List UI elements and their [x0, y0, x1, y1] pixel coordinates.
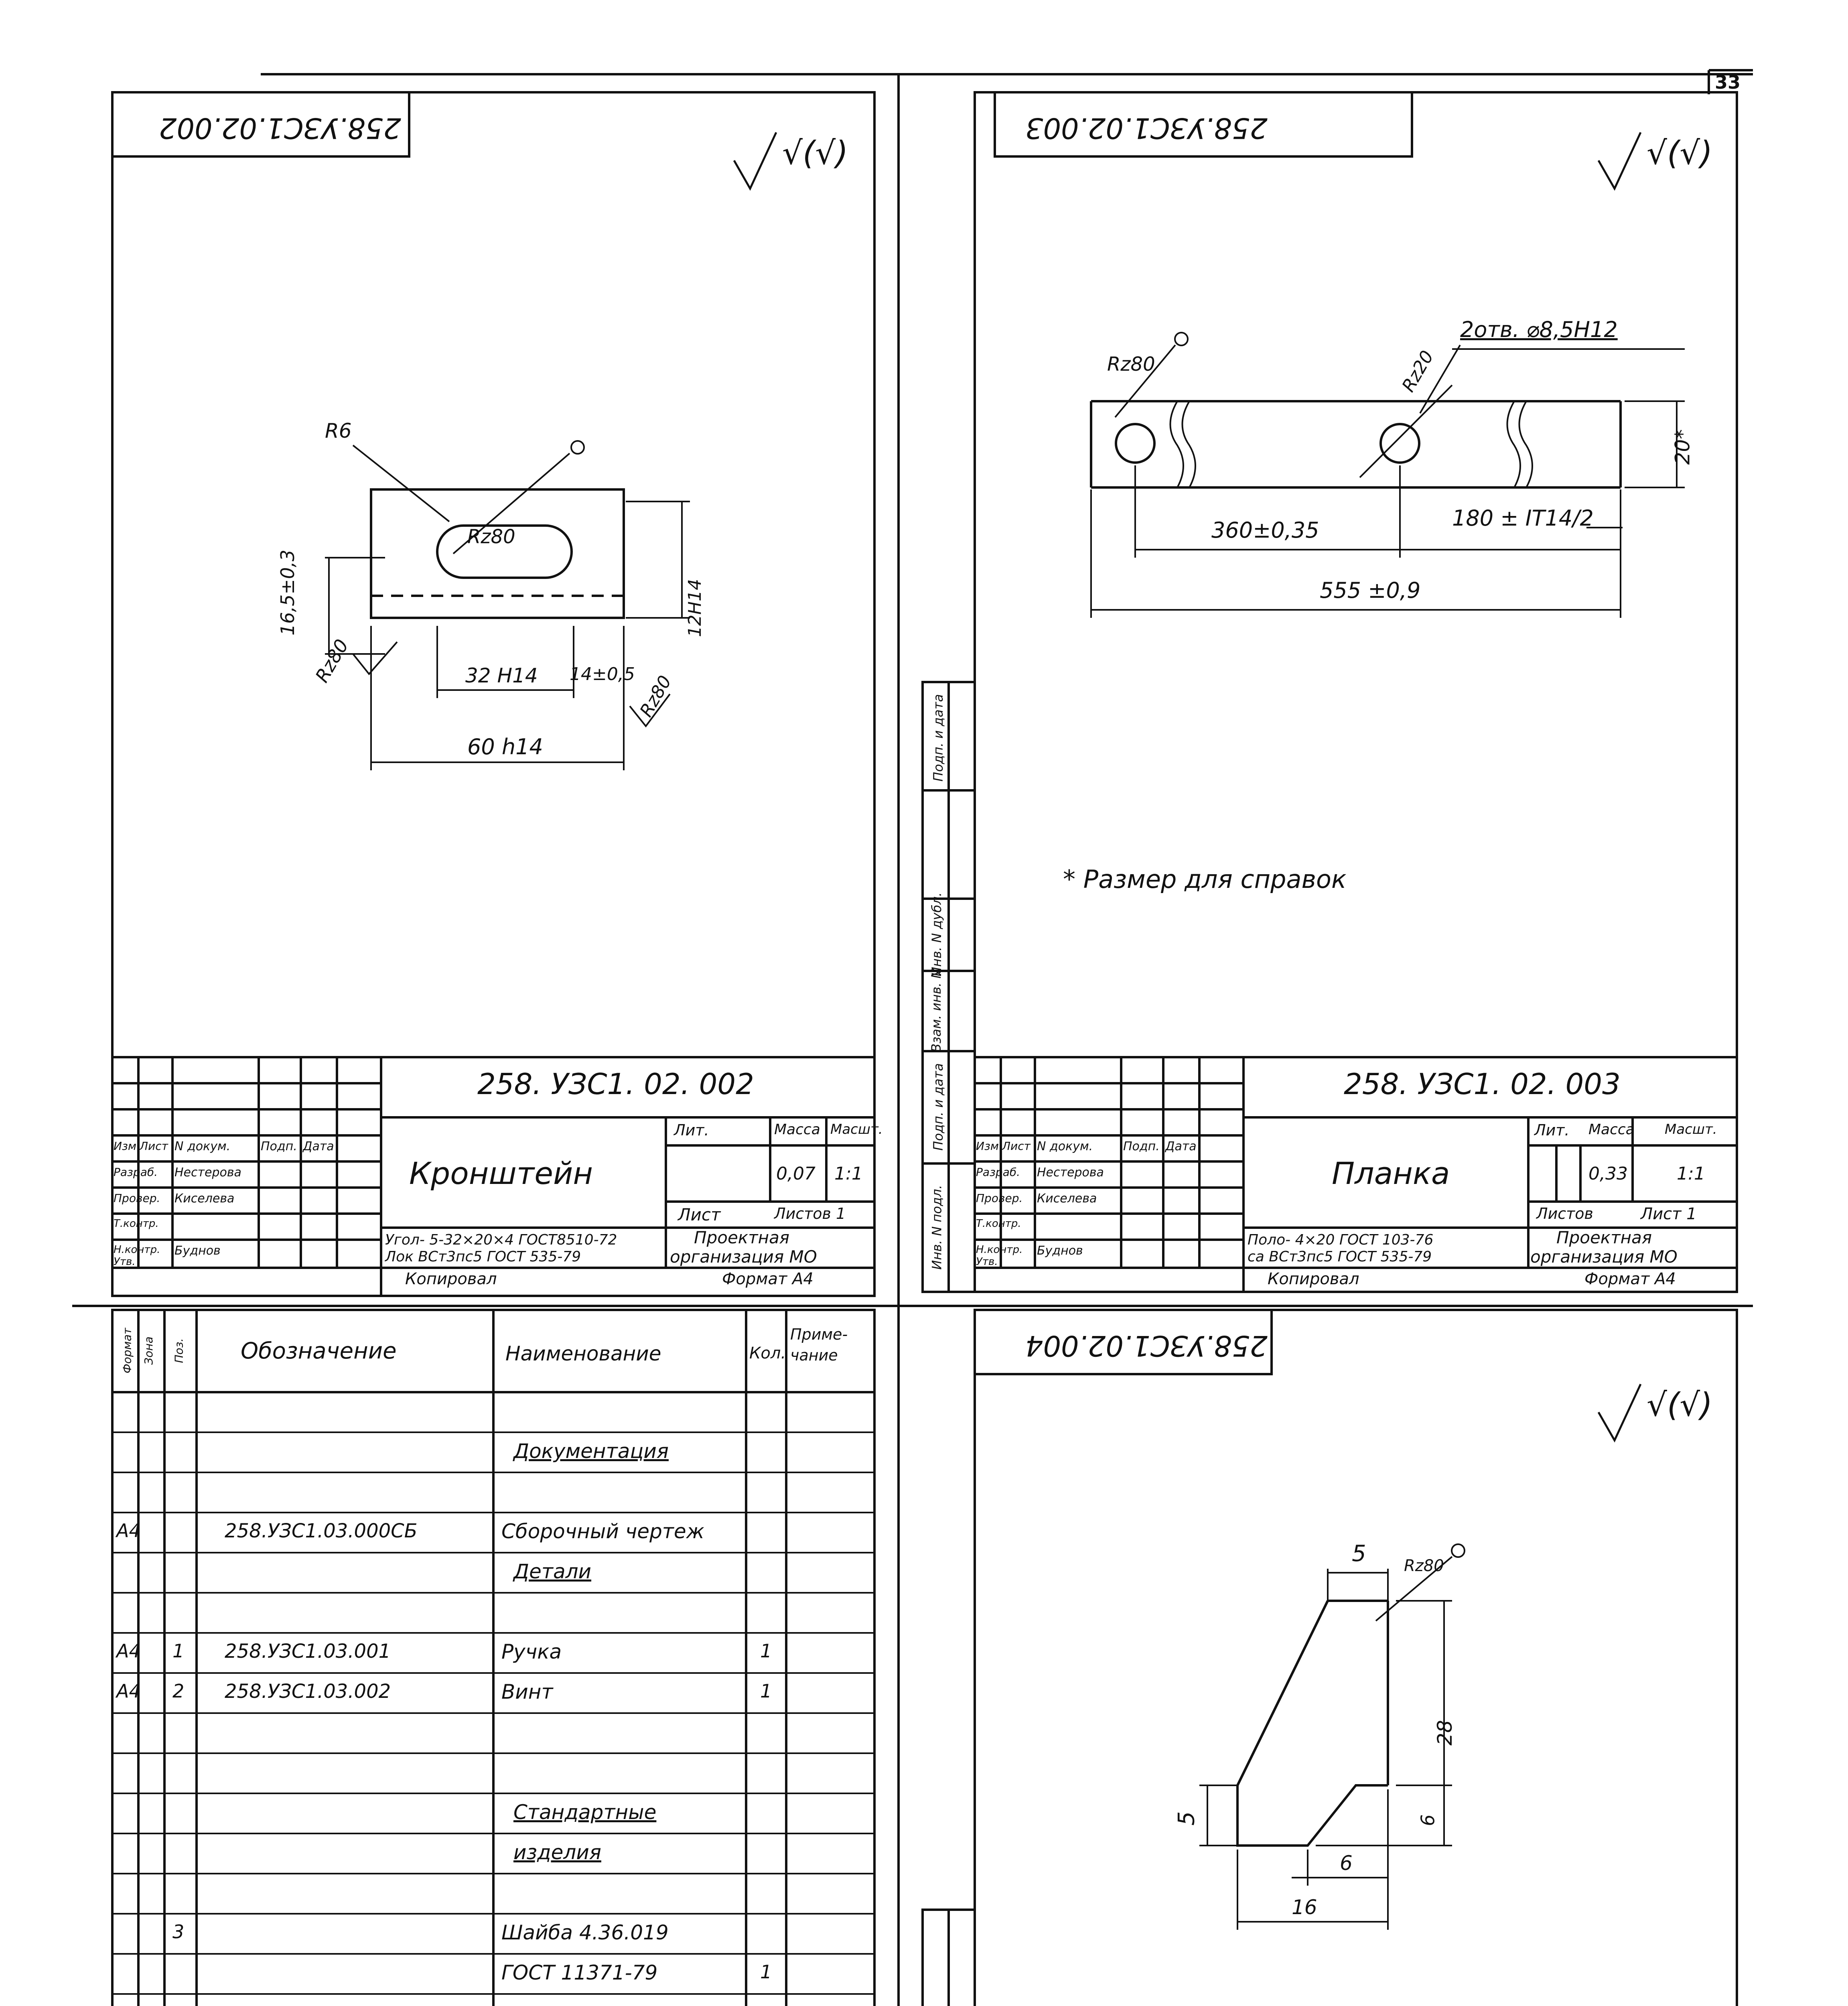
dim-14: 14±0,5 — [570, 664, 635, 684]
sheet1-material2: Лок ВСт3пс5 ГОСТ 535-79 — [385, 1249, 581, 1265]
s1-nkontr-name: Буднов — [174, 1244, 221, 1258]
spec-header-zone: Зона — [142, 1336, 155, 1365]
sheet2-material2: са ВСт3пс5 ГОСТ 535-79 — [1248, 1249, 1432, 1265]
spec-row-name: Стандартные — [513, 1801, 657, 1824]
spec-row-format: А4 — [116, 1520, 141, 1541]
dim-r6: R6 — [325, 419, 352, 443]
s2-list: Лист — [1002, 1139, 1030, 1153]
sheet1-mass: 0,07 — [776, 1163, 815, 1184]
dim-rz80-right: Rz80 — [636, 672, 676, 721]
s2-razrab: Разраб. — [976, 1165, 1020, 1179]
dim-6-vertical: 6 — [1417, 1814, 1439, 1826]
sheet4-code-rotated: 258.УЗС1.02.004 — [1025, 1329, 1268, 1362]
sheet2-org2: организация МО — [1530, 1247, 1678, 1267]
dim-360: 360±0,35 — [1211, 518, 1319, 543]
page-number: 33 — [1715, 71, 1741, 93]
s2-nkontr: Н.контр. — [976, 1244, 1023, 1256]
sheet2-stamp-code: 258. УЗС1. 02. 003 — [1344, 1067, 1621, 1101]
s2-izm: Изм — [976, 1139, 999, 1153]
dim-32h14: 32 H14 — [465, 664, 538, 687]
sheet2-org1: Проектная — [1556, 1228, 1652, 1247]
sheet2-material1: Поло- 4×20 ГОСТ 103-76 — [1248, 1232, 1434, 1248]
sheet2-note: * Размер для справок — [1063, 865, 1347, 894]
dim-6-horizontal: 6 — [1340, 1852, 1353, 1875]
side-label-inv-dubl: Инв. N дубл. — [929, 892, 944, 977]
spec-row-pos: 1 — [172, 1640, 185, 1662]
s1-ndoc: N докум. — [174, 1139, 231, 1153]
sheet1-scale-label: Масшт. — [830, 1121, 883, 1137]
dim-rz80-hole: Rz80 — [467, 526, 515, 548]
s2-podp: Подп. — [1123, 1139, 1160, 1153]
s2-prover-name: Киселева — [1037, 1192, 1097, 1206]
spec-row-name: Детали — [513, 1560, 592, 1583]
s1-list: Лист — [140, 1139, 168, 1153]
s2-data: Дата — [1165, 1139, 1197, 1153]
s2-nkontr-name: Буднов — [1037, 1244, 1083, 1258]
s2-tkontr: Т.контр. — [976, 1218, 1021, 1230]
sheet2-title: Планка — [1332, 1155, 1450, 1191]
s1-izm: Изм — [114, 1139, 136, 1153]
s1-tkontr: Т.контр. — [114, 1218, 159, 1230]
dim-5-left: 5 — [1173, 1811, 1200, 1826]
sheet1-lit-label: Лит. — [674, 1121, 709, 1139]
spec-header-qty: Кол. — [749, 1344, 786, 1362]
spec-row-code: 258.УЗС1.03.001 — [225, 1640, 391, 1663]
spec-header-code: Обозначение — [241, 1338, 397, 1364]
spec-row-name: Винт — [501, 1680, 553, 1703]
spec-header-name: Наименование — [505, 1342, 661, 1365]
spec-row-name: Документация — [513, 1440, 669, 1463]
spec-row-name: Шайба 4.36.019 — [501, 1921, 669, 1944]
sheet1-roughness: √(√) — [782, 134, 848, 172]
sheet1-title: Кронштейн — [409, 1155, 593, 1191]
s1-razrab: Разраб. — [114, 1165, 158, 1179]
sheet2-format: Формат А4 — [1584, 1270, 1676, 1288]
sheet2-mass-label: Масса — [1588, 1121, 1635, 1138]
dim-rz80-left: Rz80 — [311, 635, 353, 686]
sheet2-copied: Копировал — [1268, 1270, 1359, 1288]
side-label-vzam: Взам. инв. N — [928, 969, 944, 1052]
dim-16-5: 16,5±0,3 — [277, 549, 299, 636]
sheet1-org2: организация МО — [670, 1247, 817, 1267]
sheet2-scale-label: Масшт. — [1665, 1121, 1717, 1137]
spec-header-format: Формат — [120, 1328, 134, 1374]
sheet2-sheets-label: Листов — [1536, 1205, 1593, 1222]
sheet1-org1: Проектная — [694, 1228, 790, 1247]
spec-row-code: 258.УЗС1.03.000СБ — [225, 1520, 418, 1542]
side-label-podp-data: Подп. и дата — [930, 1063, 946, 1151]
sheet2-scale: 1:1 — [1677, 1163, 1705, 1184]
sheet2-mass: 0,33 — [1588, 1163, 1628, 1184]
s1-razrab-name: Нестерова — [174, 1165, 241, 1180]
spec-row-name: ГОСТ 11371-79 — [501, 1961, 658, 1984]
spec-row-pos: 3 — [172, 1921, 185, 1943]
sheet1-code-rotated: 258.УЗС1.02.002 — [159, 112, 401, 144]
s2-prover: Провер. — [976, 1192, 1023, 1205]
spec-row-pos: 2 — [172, 1680, 185, 1702]
s2-utv: Утв. — [976, 1256, 998, 1268]
dim-12h14: 12H14 — [685, 579, 706, 638]
sheet1-sheets-label: Листов 1 — [774, 1205, 846, 1222]
sheet4-roughness: √(√) — [1647, 1386, 1713, 1423]
spec-header-pos: Поз. — [172, 1338, 186, 1363]
dim-rz80: Rz80 — [1107, 353, 1155, 376]
s2-razrab-name: Нестерова — [1037, 1165, 1104, 1180]
dim-180: 180 ± IT14/2 — [1452, 506, 1594, 531]
side-label-podp-data-2: Подп. и дата — [930, 694, 946, 782]
spec-row-format: А4 — [116, 1680, 141, 1702]
spec-row-format: А4 — [116, 1640, 141, 1662]
s1-nkontr: Н.контр. — [114, 1244, 160, 1256]
spec-row-qty: 1 — [760, 1961, 772, 1983]
sheet1-material1: Угол- 5-32×20×4 ГОСТ8510-72 — [385, 1232, 617, 1248]
dim-20: 20* — [1671, 429, 1694, 465]
sheet2-roughness: √(√) — [1647, 134, 1713, 172]
dim-555: 555 ±0,9 — [1320, 578, 1421, 603]
spec-row-qty: 1 — [760, 1680, 772, 1702]
sheet1-mass-label: Масса — [774, 1121, 820, 1138]
spec-row-code: 258.УЗС1.03.002 — [225, 1680, 391, 1703]
dim-5-top: 5 — [1352, 1541, 1366, 1567]
s1-podp: Подп. — [261, 1139, 297, 1153]
dim-28: 28 — [1433, 1720, 1456, 1746]
sheet1-sheet-label: Лист — [678, 1205, 721, 1224]
dim-hole: 2отв. ⌀8,5Н12 — [1460, 317, 1618, 342]
dim-60h14: 60 h14 — [467, 734, 543, 759]
sheet1-copied: Копировал — [405, 1270, 497, 1288]
side-label-inv-podl: Инв. N подл. — [929, 1185, 945, 1270]
s1-prover-name: Киселева — [174, 1192, 235, 1206]
sheet1-format: Формат А4 — [722, 1270, 813, 1288]
sheet2-lit-label: Лит. — [1534, 1121, 1570, 1139]
spec-row-qty: 1 — [760, 1640, 772, 1662]
s1-prover: Провер. — [114, 1192, 160, 1205]
sheet1-stamp-code: 258. УЗС1. 02. 002 — [477, 1067, 754, 1101]
dim-16: 16 — [1292, 1896, 1317, 1919]
s2-ndoc: N докум. — [1037, 1139, 1093, 1153]
spec-row-name: Ручка — [501, 1640, 562, 1663]
s1-utv: Утв. — [114, 1256, 136, 1268]
sheet1-scale: 1:1 — [834, 1163, 863, 1184]
spec-row-name: Сборочный чертеж — [501, 1520, 704, 1543]
s1-data: Дата — [303, 1139, 334, 1153]
sheet2-code-rotated: 258.УЗС1.02.003 — [1025, 112, 1268, 144]
sheet2-sheet-label: Лист 1 — [1641, 1205, 1697, 1223]
dim-rz20: Rz20 — [1398, 347, 1438, 396]
spec-header-note: Приме-чание — [790, 1326, 848, 1364]
spec-row-name: изделия — [513, 1841, 601, 1864]
dim-rz80-rib: Rz80 — [1404, 1557, 1444, 1575]
